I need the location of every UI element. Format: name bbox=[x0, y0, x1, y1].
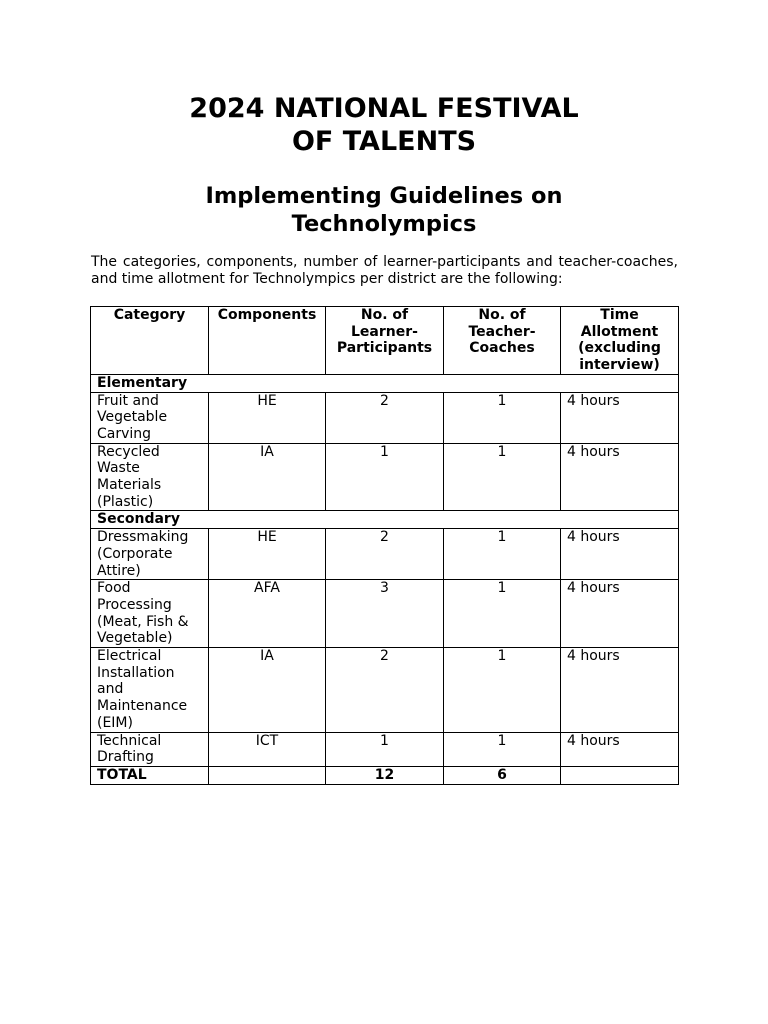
header-teacher-coaches: No. of Teacher-Coaches bbox=[444, 307, 561, 375]
section-row bbox=[91, 511, 679, 529]
table-row bbox=[91, 443, 679, 511]
table-header-row bbox=[91, 307, 679, 375]
cell-time: 4 hours bbox=[561, 732, 679, 766]
cell-components: ICT bbox=[209, 732, 326, 766]
section-secondary: Secondary bbox=[91, 511, 679, 529]
cell-category: Fruit and Vegetable Carving bbox=[91, 392, 209, 443]
cell-coaches: 1 bbox=[444, 392, 561, 443]
cell-coaches: 1 bbox=[444, 732, 561, 766]
intro-paragraph: The categories, components, number of learner-participants and teacher-coaches, and time allotment for Technolympics per district are the following: bbox=[91, 254, 678, 287]
document-title bbox=[0, 92, 768, 158]
subtitle-line-2: Technolympics bbox=[291, 211, 477, 237]
table-row bbox=[91, 580, 679, 648]
cell-components: AFA bbox=[209, 580, 326, 648]
cell-coaches: 1 bbox=[444, 580, 561, 648]
total-coaches: 6 bbox=[444, 766, 561, 784]
cell-category: Food Processing (Meat, Fish & Vegetable) bbox=[91, 580, 209, 648]
cell-learners: 2 bbox=[326, 529, 444, 580]
table-row bbox=[91, 732, 679, 766]
table-row bbox=[91, 529, 679, 580]
subtitle-line-1: Implementing Guidelines on bbox=[205, 183, 563, 209]
cell-components: IA bbox=[209, 648, 326, 733]
cell-coaches: 1 bbox=[444, 648, 561, 733]
cell-learners: 1 bbox=[326, 443, 444, 511]
cell-category: Technical Drafting bbox=[91, 732, 209, 766]
cell-learners: 1 bbox=[326, 732, 444, 766]
header-category: Category bbox=[91, 307, 209, 375]
cell-learners: 3 bbox=[326, 580, 444, 648]
cell-learners: 2 bbox=[326, 392, 444, 443]
header-components: Components bbox=[209, 307, 326, 375]
document-subtitle bbox=[0, 182, 768, 238]
header-learner-participants: No. of Learner-Participants bbox=[326, 307, 444, 375]
cell-time: 4 hours bbox=[561, 580, 679, 648]
cell-time: 4 hours bbox=[561, 443, 679, 511]
header-time-allotment: Time Allotment (excluding interview) bbox=[561, 307, 679, 375]
title-line-2: OF TALENTS bbox=[291, 126, 477, 157]
total-label: TOTAL bbox=[91, 766, 209, 784]
cell-coaches: 1 bbox=[444, 529, 561, 580]
technolympics-table bbox=[90, 306, 679, 785]
cell-time: 4 hours bbox=[561, 529, 679, 580]
cell-components: HE bbox=[209, 529, 326, 580]
total-components-cell bbox=[209, 766, 326, 784]
cell-coaches: 1 bbox=[444, 443, 561, 511]
table-row bbox=[91, 648, 679, 733]
cell-category: Recycled Waste Materials (Plastic) bbox=[91, 443, 209, 511]
cell-components: IA bbox=[209, 443, 326, 511]
cell-time: 4 hours bbox=[561, 392, 679, 443]
total-row bbox=[91, 766, 679, 784]
section-elementary: Elementary bbox=[91, 374, 679, 392]
cell-category: Dressmaking (Corporate Attire) bbox=[91, 529, 209, 580]
title-line-1: 2024 NATIONAL FESTIVAL bbox=[189, 93, 579, 124]
cell-components: HE bbox=[209, 392, 326, 443]
table-row bbox=[91, 392, 679, 443]
total-time-cell bbox=[561, 766, 679, 784]
cell-time: 4 hours bbox=[561, 648, 679, 733]
section-row bbox=[91, 374, 679, 392]
total-learners: 12 bbox=[326, 766, 444, 784]
cell-category: Electrical Installation and Maintenance (EIM) bbox=[91, 648, 209, 733]
cell-learners: 2 bbox=[326, 648, 444, 733]
